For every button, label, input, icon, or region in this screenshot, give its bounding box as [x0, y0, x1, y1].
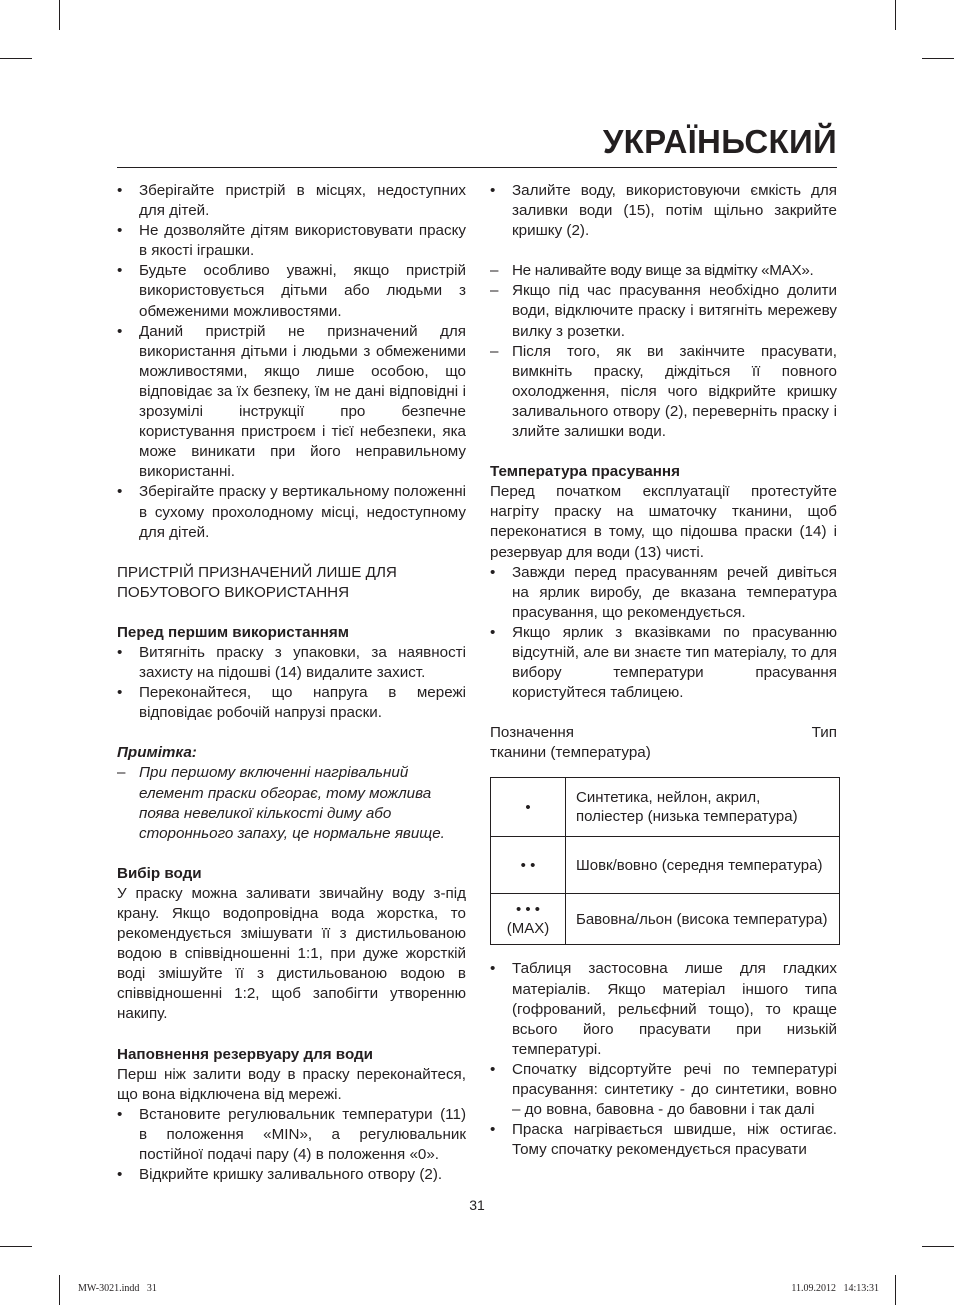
dot-symbol: • — [491, 778, 566, 837]
section-heading: Наповнення резервуару для води — [117, 1045, 373, 1063]
table-cell: Бавовна/льон (висока температура) — [566, 894, 840, 945]
section-heading: Температура прасування — [490, 463, 680, 481]
crop-mark — [895, 0, 896, 30]
crop-mark — [59, 1275, 60, 1305]
list-item: • Якщо ярлик з вказівками по прасуванню відсутній, але ви знаєте тип матеріалу, то для вибору температури прасування користуйтеся таблицею. — [490, 623, 837, 702]
paragraph: Перш ніж залити воду в праску переконайтеся, що вона відключена від мережі. — [117, 1065, 466, 1103]
household-notice: ПРИСТРІЙ ПРИЗНАЧЕНИЙ ЛИШЕ ДЛЯ ПОБУТОВОГО ВИКОРИСТАННЯ — [117, 563, 397, 601]
section-heading: Перед першим використанням — [117, 623, 350, 641]
list-item: • Не дозволяйте дітям використовувати праску в якості іграшки. — [117, 222, 466, 260]
list-item: • Переконайтеся, що напруга в мережі відповідає робочій напрузі праски. — [117, 684, 466, 722]
list-item: • Будьте особливо уважні, якщо пристрій використовується дітьми або людьми з обмеженими можливостями. — [117, 262, 466, 320]
crop-mark — [59, 0, 60, 30]
left-column — [117, 181, 466, 1185]
paragraph: Перед початком експлуатації протестуйте нагріту праску на шматочку тканини, щоб переконатися в тому, що підошва праски (14) і резервуар для води (13) чисті. — [490, 483, 837, 561]
dot-symbol-max: • • • (MAX) — [491, 894, 566, 945]
table-row — [491, 894, 840, 945]
table-row — [491, 778, 840, 837]
table-legend: Позначення Тип — [490, 724, 837, 742]
list-item: • Залийте воду, використовуючи ємкість для заливки води (15), потім щільно закрийте кришку (2). — [490, 182, 837, 240]
crop-mark — [922, 1246, 954, 1247]
ironing-temperature-table — [490, 777, 840, 945]
table-cell: Синтетика, нейлон, акрил, поліестер (низька температура) — [566, 778, 840, 837]
dot-symbol: • • — [491, 837, 566, 894]
list-item: • Витягніть праску з упаковки, за наявності захисту на підошві (14) видалите захист. — [117, 643, 466, 682]
list-item: • Зберігайте праску у вертикальному положенні в сухому прохолодному місці, недоступному для дітей. — [117, 483, 466, 541]
note-item: – При першому включенні нагрівальний елемент праски обгорає, тому можлива поява невеликої кількості диму або стороннього запаху, це нормальне явище. — [117, 764, 445, 842]
dash-item: – Не наливайте воду вище за відмітку «MAX». — [490, 262, 814, 280]
crop-mark — [922, 58, 954, 59]
crop-mark — [895, 1275, 896, 1305]
page-number: 31 — [469, 1197, 485, 1213]
crop-mark — [0, 58, 32, 59]
header-divider — [117, 167, 837, 168]
table-cell: Шовк/вовно (середня температура) — [566, 837, 840, 894]
print-timestamp: 11.09.2012 14:13:31 — [791, 1283, 879, 1294]
list-item: • Праска нагрівається швидше, ніж остигає. Тому спочатку рекомендується прасувати — [490, 1121, 837, 1159]
table-legend-line2: тканини (температура) — [490, 744, 651, 762]
dash-item: – Якщо під час прасування необхідно долити води, відключите праску і витягніть мережеву вилку з розетки. — [490, 282, 837, 340]
table-row — [491, 837, 840, 894]
note-heading: Примітка: — [117, 744, 197, 762]
right-column — [490, 181, 837, 1160]
page-title: УКРАЇНЬСКИЙ — [602, 123, 837, 160]
list-item: • Завжди перед прасуванням речей дивіться на ярлик виробу, де вказана температура прасування, що рекомендується. — [490, 563, 837, 621]
list-item: • Відкрийте кришку заливального отвору (2). — [117, 1166, 443, 1184]
section-heading: Вибір води — [117, 864, 202, 882]
file-slug: MW-3021.indd 31 — [78, 1283, 157, 1294]
crop-mark — [0, 1246, 32, 1247]
list-item: • Даний пристрій не призначений для використання дітьми і людьми з обмеженими можливостями, якщо лише особою, що відповідає за їх безпеку, їм не дані відповідні і зрозумілі інструкції про безпечне користування пристроєм і тієї небезпеки, яка може виникати при його неправильному використанні. — [117, 322, 466, 481]
list-item: • Зберігайте пристрій в місцях, недоступних для дітей. — [117, 182, 466, 220]
paragraph: У праску можна заливати звичайну воду з-під крану. Якщо водопровідна вода жорстка, то рекомендується змішувати її з дистильованою водою в співвідношенні 1:1, при дуже жорсткій воді змішуйте її з дистильованою водою в співвідношенні 1:2, щоб запобігти утворенню накипу. — [117, 884, 466, 1023]
list-item: • Таблиця застосовна лише для гладких матеріалів. Якщо матеріал іншого типа (гофрований, рельєфний тощо), то краще всього його прасувати при низькій температурі. — [490, 960, 837, 1058]
dash-item: – Після того, як ви закінчите прасувати, вимкніть праску, діждіться її повного охолодження, після чого відкрийте кришку заливального отвору (2), переверніть праску і злийте залишки води. — [490, 342, 837, 441]
list-item: • Спочатку відсортуйте речі по температурі прасування: синтетику - до синтетики, вовно – до вовна, бавовна - до бавовни і так далі — [490, 1060, 837, 1119]
list-item: • Встановите регулювальник температури (11) в положення «MIN», а регулювальник постійної подачі пару (4) в положення «0». — [117, 1105, 466, 1164]
